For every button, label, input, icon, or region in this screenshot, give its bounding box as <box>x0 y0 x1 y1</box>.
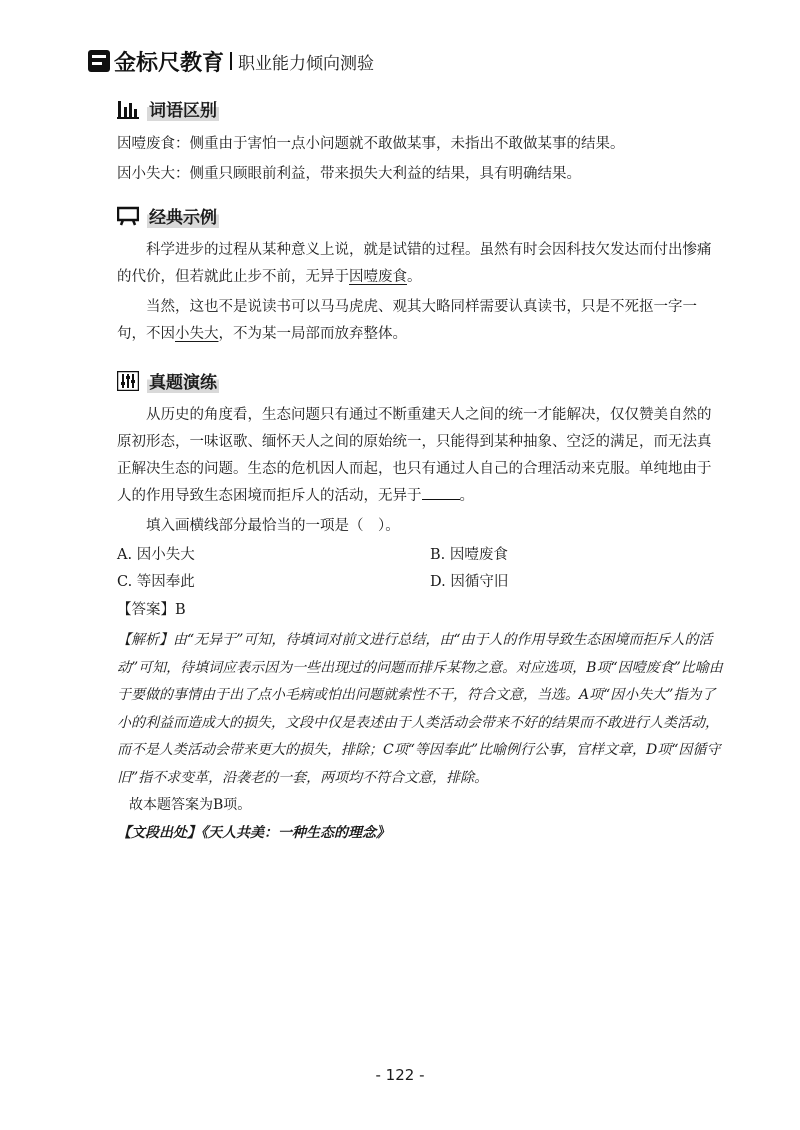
question-prompt: 填入画横线部分最恰当的一项是（ ）。 <box>146 518 400 534</box>
example-2-end: ，不为某一局部而放弃整体。 <box>218 326 407 342</box>
distinction-line-2: 因小失大：侧重只顾眼前利益，带来损失大利益的结果，具有明确结果。 <box>117 166 581 182</box>
answer-line: 【答案】B <box>117 602 186 618</box>
section-practice-heading <box>117 368 219 393</box>
analysis-text: 【解析】由“无异于”可知，待填词对前文进行总结，由“由于人的作用导致生态困境而拒斥人的活动”可知，待填词应表示因为一些出现过的问题而排斥某物之意。对应选项，B项“因噎废食”比喻由于要做的事情由于出了点小毛病或怕出问题就索性不干，符合文意，当选。A项“因小失大”指为了小的利益而造成大的损失，文段中仅是表述由于人类活动会带来不好的结果而不敢进行人类活动，而不是人类活动会带来更大的损失，排除；C项“等因奉此”比喻例行公事，官样文章，D项“因循守旧”指不求变革，沿袭老的一套，两项均不符合文意，排除。 <box>117 632 723 786</box>
passage-text: 从历史的角度看，生态问题只有通过不断重建天人之间的统一才能解决，仅仅赞美自然的原初形态，一味讴歌、缅怀天人之间的原始统一，只能得到某种抽象、空泛的满足，而无法真正解决生态的问题。生态的危机因人而起，也只有通过人自己的合理活动来克服。单纯地由于人的作用导致生态困境而拒斥人的活动，无异于 <box>117 407 712 504</box>
header-subtitle: 职业能力倾向测验 <box>238 53 375 74</box>
section-distinction-heading <box>117 96 219 121</box>
section-title: 词语区别 <box>147 96 219 121</box>
option-b: B. 因噎废食 <box>430 547 508 563</box>
passage-end: 。 <box>459 488 474 504</box>
brand-name: 金标尺教育 <box>114 50 225 76</box>
section-title: 真题演练 <box>147 368 219 393</box>
brand-logo-icon <box>88 50 110 72</box>
analysis-paragraph <box>117 627 729 847</box>
conclusion-text: 故本题答案为B项。 <box>129 797 252 813</box>
page-number: - 122 - <box>375 1066 425 1084</box>
section-examples-heading <box>117 203 219 228</box>
answer-blank <box>422 485 460 500</box>
distinction-line-1: 因噎废食：侧重由于害怕一点小问题就不敢做某事，未指出不敢做某事的结果。 <box>117 136 625 152</box>
option-c: C. 等因奉此 <box>117 574 195 590</box>
example-2-term: 小失大 <box>175 326 219 342</box>
header-divider <box>230 52 232 70</box>
example-paragraph-2 <box>117 294 717 348</box>
option-d: D. 因循守旧 <box>430 574 509 590</box>
example-2-text: 当然，这也不是说读书可以马马虎虎、观其大略同样需要认真读书，只是不死抠一字一句，不因 <box>117 299 697 342</box>
option-a: A. 因小失大 <box>117 547 195 563</box>
example-1-text: 科学进步的过程从某种意义上说，就是试错的过程。虽然有时会因科技欠发达而付出惨痛的代价，但若就此止步不前，无异于 <box>117 242 712 285</box>
source-text: 【文段出处】《天人共美：一种生态的理念》 <box>117 824 390 841</box>
example-1-end: 。 <box>407 269 422 285</box>
page-header <box>88 46 374 76</box>
example-paragraph-1 <box>117 237 717 291</box>
equalizer-icon <box>117 371 139 391</box>
question-passage <box>117 402 717 510</box>
presentation-board-icon <box>117 206 139 226</box>
bar-chart-icon <box>117 99 139 119</box>
example-1-term: 因噎废食 <box>349 269 407 285</box>
section-title: 经典示例 <box>147 203 219 228</box>
